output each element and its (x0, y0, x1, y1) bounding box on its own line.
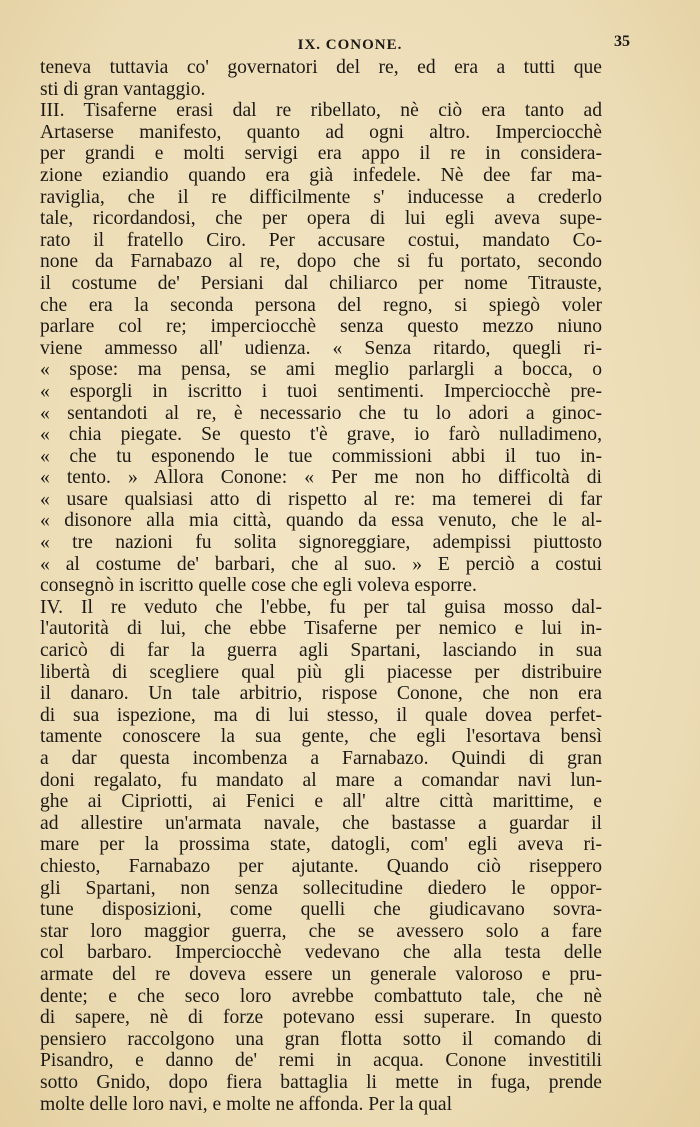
text-line: chiesto, Farnabazo per ajutante. Quando ciò riseppero (40, 855, 602, 877)
text-line: col barbaro. Imperciocchè vedevano che alla testa delle (40, 942, 602, 964)
running-head: IX. CONONE. (297, 37, 403, 53)
text-line: di sapere, nè di forze potevano essi superare. In questo (40, 1007, 602, 1029)
text-line: « chia piegate. Se questo t'è grave, io farò nulladimeno, (40, 424, 602, 446)
page-header (40, 33, 660, 57)
text-line: « che tu esponendo le tue commissioni abbi il tuo in- (40, 445, 602, 467)
text-line: raviglia, che il re difficilmente s' inducesse a crederlo (40, 186, 602, 208)
text-line: « tento. » Allora Conone: « Per me non ho difficoltà di (40, 467, 602, 489)
text-line: parlare col re; imperciocchè senza questo mezzo niuno (40, 316, 602, 338)
body-text (40, 57, 602, 1115)
text-line: tamente conoscere la sua gente, che egli l'esortava bensì (40, 726, 602, 748)
text-line: sotto Gnido, dopo fiera battaglia li mette in fuga, prende (40, 1071, 602, 1093)
text-line: tune disposizioni, come quelli che giudicavano sovra- (40, 899, 602, 921)
text-line: a dar questa incombenza a Farnabazo. Quindi di gran (40, 748, 602, 769)
text-line: libertà di scegliere qual più gli piacesse per distribuire (40, 661, 602, 683)
text-line: « tre nazioni fu solita signoreggiare, adempissi piuttosto (40, 532, 602, 554)
text-line: none da Farnabazo al re, dopo che si fu portato, secondo (40, 251, 602, 273)
text-line: pensiero raccolgono una gran flotta sotto il comando di (40, 1028, 602, 1050)
text-line: « disonore alla mia città, quando da essa venuto, che le al- (40, 510, 602, 532)
text-line: consegnò in iscritto quelle cose che egli voleva esporre. (40, 575, 477, 597)
text-line: teneva tuttavia co' governatori del re, ed era a tutti que (40, 57, 602, 78)
text-line: star loro maggior guerra, che se avessero solo a fare (40, 920, 602, 942)
text-line: caricò di far la guerra agli Spartani, lasciando in sua (40, 640, 602, 662)
text-line: « al costume de' barbari, che al suo. » E perciò a costui (40, 553, 602, 575)
text-line: rato il fratello Ciro. Per accusare costui, mandato Co- (40, 229, 602, 251)
text-line: mare per la prossima state, datogli, com' egli aveva ri- (40, 834, 602, 856)
text-line: per grandi e molti servigi era appo il re in considera- (40, 143, 602, 165)
page-number: 35 (614, 33, 630, 50)
text-line: « spose: ma pensa, se ami meglio parlargli a bocca, o (40, 359, 602, 381)
text-line: molte delle loro navi, e molte ne affonda. Per la qual (40, 1093, 453, 1115)
text-line: l'autorità di lui, che ebbe Tisaferne per nemico e lui in- (40, 618, 602, 640)
text-line: ghe ai Cipriotti, ai Fenici e all' altre città marittime, e (40, 791, 602, 813)
text-line: doni regalato, fu mandato al mare a comandar navi lun- (40, 769, 602, 791)
text-line: armate del re doveva essere un generale valoroso e pru- (40, 963, 602, 985)
text-line: « esporgli in iscritto i tuoi sentimenti. Imperciocchè pre- (40, 380, 602, 402)
text-line: « usare qualsiasi atto di rispetto al re: ma temerei di far (40, 488, 602, 510)
text-line: dente; e che seco loro avrebbe combattuto tale, che nè (40, 985, 602, 1007)
text-line: il costume de' Persiani dal chiliarco per nome Titrauste, (40, 272, 602, 294)
text-line: ad allestire un'armata navale, che bastasse a guardar il (40, 812, 602, 834)
text-line: « sentandoti al re, è necessario che tu lo adori a ginoc- (40, 402, 602, 424)
text-line: Pisandro, e danno de' remi in acqua. Conone investitili (40, 1050, 602, 1072)
text-line: di sua ispezione, ma di lui stesso, il quale dovea perfet- (40, 704, 602, 726)
text-line: tale, ricordandosi, che per opera di lui egli aveva supe- (40, 208, 602, 230)
text-line: il danaro. Un tale arbitrio, rispose Conone, che non era (40, 683, 602, 705)
text-line: Artaserse manifesto, quanto ad ogni altro. Imperciocchè (40, 121, 602, 143)
text-line: viene ammesso all' udienza. « Senza ritardo, quegli ri- (40, 337, 602, 359)
text-line: III. Tisaferne erasi dal re ribellato, nè ciò era tanto ad (40, 100, 602, 122)
text-line: zione eziandio quando era già infedele. Nè dee far ma- (40, 164, 602, 186)
text-line: che era la seconda persona del regno, si spiegò voler (40, 294, 602, 316)
text-line: gli Spartani, non senza sollecitudine diedero le oppor- (40, 877, 602, 899)
text-line: sti di gran vantaggio. (40, 78, 206, 100)
text-line: IV. Il re veduto che l'ebbe, fu per tal guisa mosso dal- (40, 596, 602, 618)
